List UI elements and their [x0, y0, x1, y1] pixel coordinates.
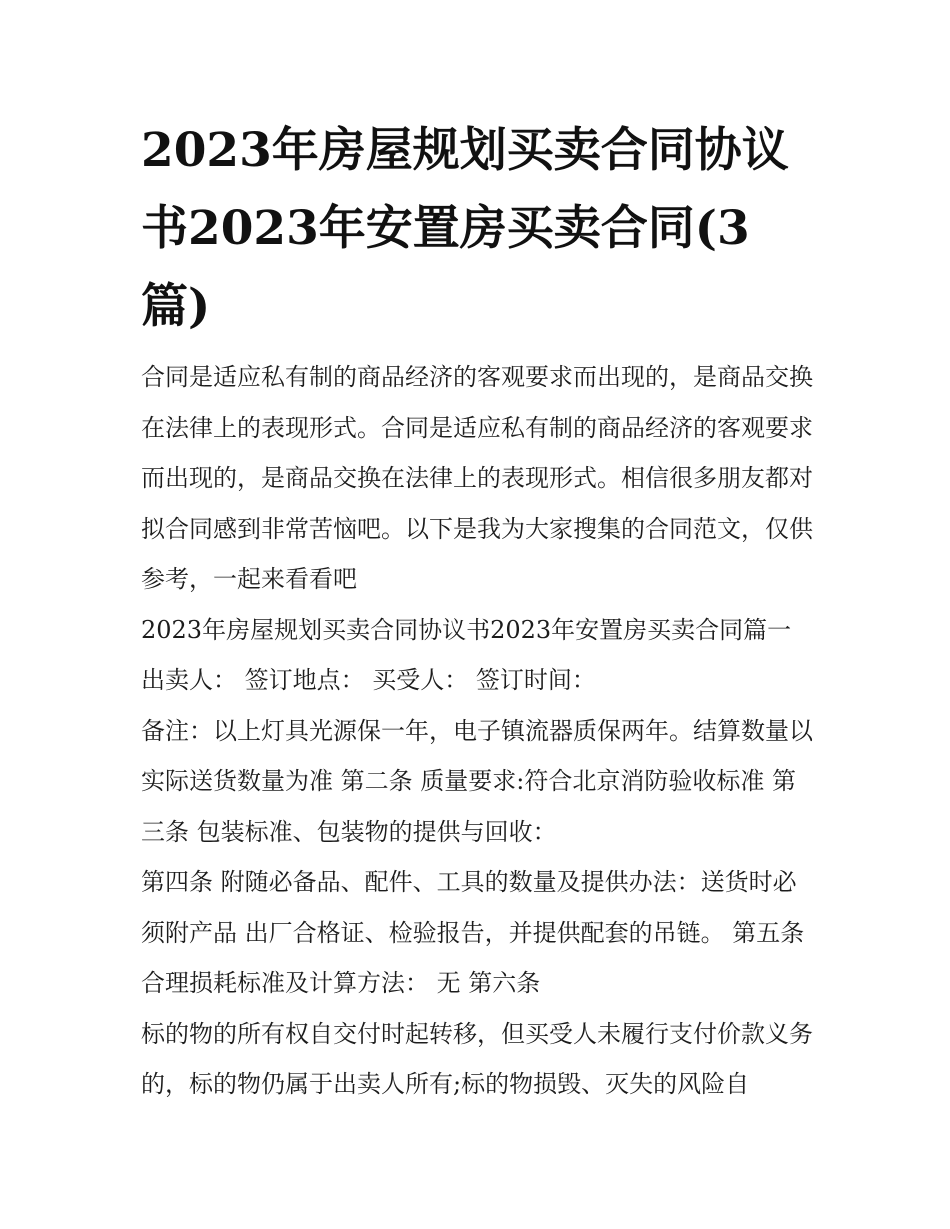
paragraph-ownership: 标的物的所有权自交付时起转移，但买受人未履行支付价款义务的，标的物仍属于出卖人所有;标的物损毁、灭失的风险自: [141, 1019, 813, 1098]
paragraph-intro: 合同是适应私有制的商品经济的客观要求而出现的，是商品交换在法律上的表现形式。合同是适应私有制的商品经济的客观要求而出现的，是商品交换在法律上的表现形式。相信很多朋友都对拟合同感到非常苦恼吧。以下是我为大家搜集的合同范文，仅供参考，一起来看看吧: [141, 363, 813, 593]
document-title: 2023年房屋规划买卖合同协议书2023年安置房买卖合同(3篇): [141, 123, 789, 334]
paragraph-article-four: 第四条 附随必备品、配件、工具的数量及提供办法：送货时必须附产品 出厂合格证、检验报告，并提供配套的吊链。 第五条 合理损耗标准及计算方法： 无 第六条: [141, 868, 805, 997]
paragraph-section-heading: 2023年房屋规划买卖合同协议书2023年安置房买卖合同篇一: [141, 615, 792, 644]
document-body: [141, 352, 813, 1110]
paragraph-parties: 出卖人： 签订地点： 买受人： 签订时间：: [141, 666, 596, 694]
document-content: [141, 112, 813, 1110]
paragraph-remarks: 备注：以上灯具光源保一年，电子镇流器质保两年。结算数量以实际送货数量为准 第二条 质量要求:符合北京消防验收标准 第三条 包装标准、包装物的提供与回收：: [141, 716, 813, 846]
